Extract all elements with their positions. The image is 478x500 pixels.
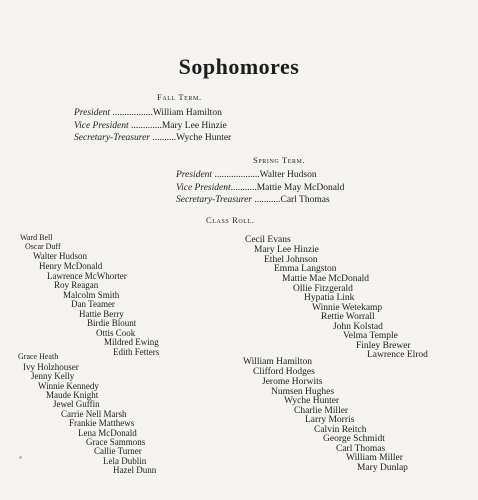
roll-name: Lena McDonald xyxy=(78,428,137,438)
roll-name: Henry McDonald xyxy=(39,261,103,271)
roll-name: Grace Sammons xyxy=(86,437,146,447)
officer-name: Walter Hudson xyxy=(259,170,317,180)
roll-name: Frankie Matthews xyxy=(69,418,135,428)
roll-name: Velma Temple xyxy=(343,331,398,341)
spring-secretary-treasurer-row xyxy=(176,195,330,205)
roll-name: Emma Langston xyxy=(274,264,337,274)
roll-name: Larry Morris xyxy=(305,415,355,425)
officer-leader: ........... xyxy=(252,195,281,205)
roll-name: Roy Reagan xyxy=(54,280,99,290)
officer-name: Mattie May McDonald xyxy=(256,183,345,193)
page-title: Sophomores xyxy=(178,54,300,79)
officer-leader: ........... xyxy=(230,183,257,193)
roll-name: Mattie Mae McDonald xyxy=(282,274,370,284)
roll-name: Winnie Kennedy xyxy=(38,381,99,391)
officer-name: William Hamilton xyxy=(152,108,222,118)
officer-name: Wyche Hunter xyxy=(176,133,232,143)
roll-name: Ollie Fitzgerald xyxy=(293,284,353,294)
spring-president-row xyxy=(176,170,317,180)
roll-name: Lawrence McWhorter xyxy=(47,271,127,281)
roll-name: Callie Turner xyxy=(94,446,142,456)
roll-name: Numsen Hughes xyxy=(271,387,335,397)
roll-name: Birdie Blount xyxy=(87,318,137,328)
roll-name: John Kolstad xyxy=(333,322,383,332)
roll-name: Ward Bell xyxy=(20,233,53,242)
roll-name: Dan Teamer xyxy=(71,299,115,309)
roll-name: Grace Heath xyxy=(18,352,59,361)
roll-name: Clifford Hodges xyxy=(253,367,315,377)
officer-name: Mary Lee Hinzie xyxy=(161,121,227,131)
roll-name: Malcolm Smith xyxy=(63,290,120,300)
roll-name: Hattie Berry xyxy=(79,309,124,319)
officer-leader: ................. xyxy=(110,108,153,118)
roll-name: Lawrence Elrod xyxy=(367,350,428,360)
page-speck xyxy=(19,456,22,459)
officer-leader: .......... xyxy=(150,133,177,143)
roll-name: Mary Lee Hinzie xyxy=(254,245,319,255)
roll-name: Lela Dublin xyxy=(103,456,147,466)
officer-role: Secretary-Treasurer xyxy=(74,133,150,143)
roll-name: Jenny Kelly xyxy=(31,371,75,381)
roll-name: Maude Knight xyxy=(46,390,99,400)
officer-role: President xyxy=(74,108,111,118)
roll-name: Walter Hudson xyxy=(33,251,88,261)
officer-leader: ................... xyxy=(212,170,260,180)
roll-name: Ivy Holzhouser xyxy=(23,362,79,372)
roll-name: Charlie Miller xyxy=(294,406,349,416)
roll-name: Finley Brewer xyxy=(356,341,411,351)
officer-leader: ............. xyxy=(128,121,162,131)
roll-name: Mary Dunlap xyxy=(357,463,408,473)
roll-name: George Schmidt xyxy=(323,434,385,444)
officer-role: President xyxy=(176,170,213,180)
roll-name: Wyche Hunter xyxy=(284,396,340,406)
spring-vice-president-row xyxy=(176,183,344,193)
roll-name: Edith Fetters xyxy=(113,347,160,357)
roll-name: Calvin Reitch xyxy=(314,425,367,435)
fall-secretary-treasurer-row xyxy=(74,133,231,143)
roll-name: Hazel Dunn xyxy=(113,465,157,475)
officer-role: Vice President xyxy=(74,121,129,131)
roll-name: Oscar Duff xyxy=(25,242,61,251)
class-roll-heading: Class Roll. xyxy=(206,215,255,225)
fall-vice-president-row xyxy=(74,121,227,131)
roll-name: Cecil Evans xyxy=(245,235,291,245)
officer-role: Vice President xyxy=(176,183,231,193)
roll-name: Winnie Wetekamp xyxy=(312,303,383,313)
roll-name: Ethel Johnson xyxy=(264,255,318,265)
roll-name: William Miller xyxy=(346,453,403,463)
roll-name: Jewel Guffin xyxy=(53,399,100,409)
officer-role: Secretary-Treasurer xyxy=(176,195,252,205)
fall-term-heading: Fall Term. xyxy=(157,92,202,102)
roll-name: Mildred Ewing xyxy=(104,337,159,347)
roll-name: William Hamilton xyxy=(243,357,313,367)
roll-name: Jerome Horwits xyxy=(262,377,323,387)
roll-name: Carl Thomas xyxy=(336,444,386,454)
roll-name: Carrie Nell Marsh xyxy=(61,409,127,419)
fall-president-row xyxy=(74,108,222,118)
spring-term-heading: Spring Term. xyxy=(253,155,306,165)
officer-name: Carl Thomas xyxy=(280,195,330,205)
roll-name: Ottis Cook xyxy=(96,328,136,338)
roll-name: Rettie Worrall xyxy=(321,312,375,322)
roll-name: Hypatia Link xyxy=(304,293,355,303)
